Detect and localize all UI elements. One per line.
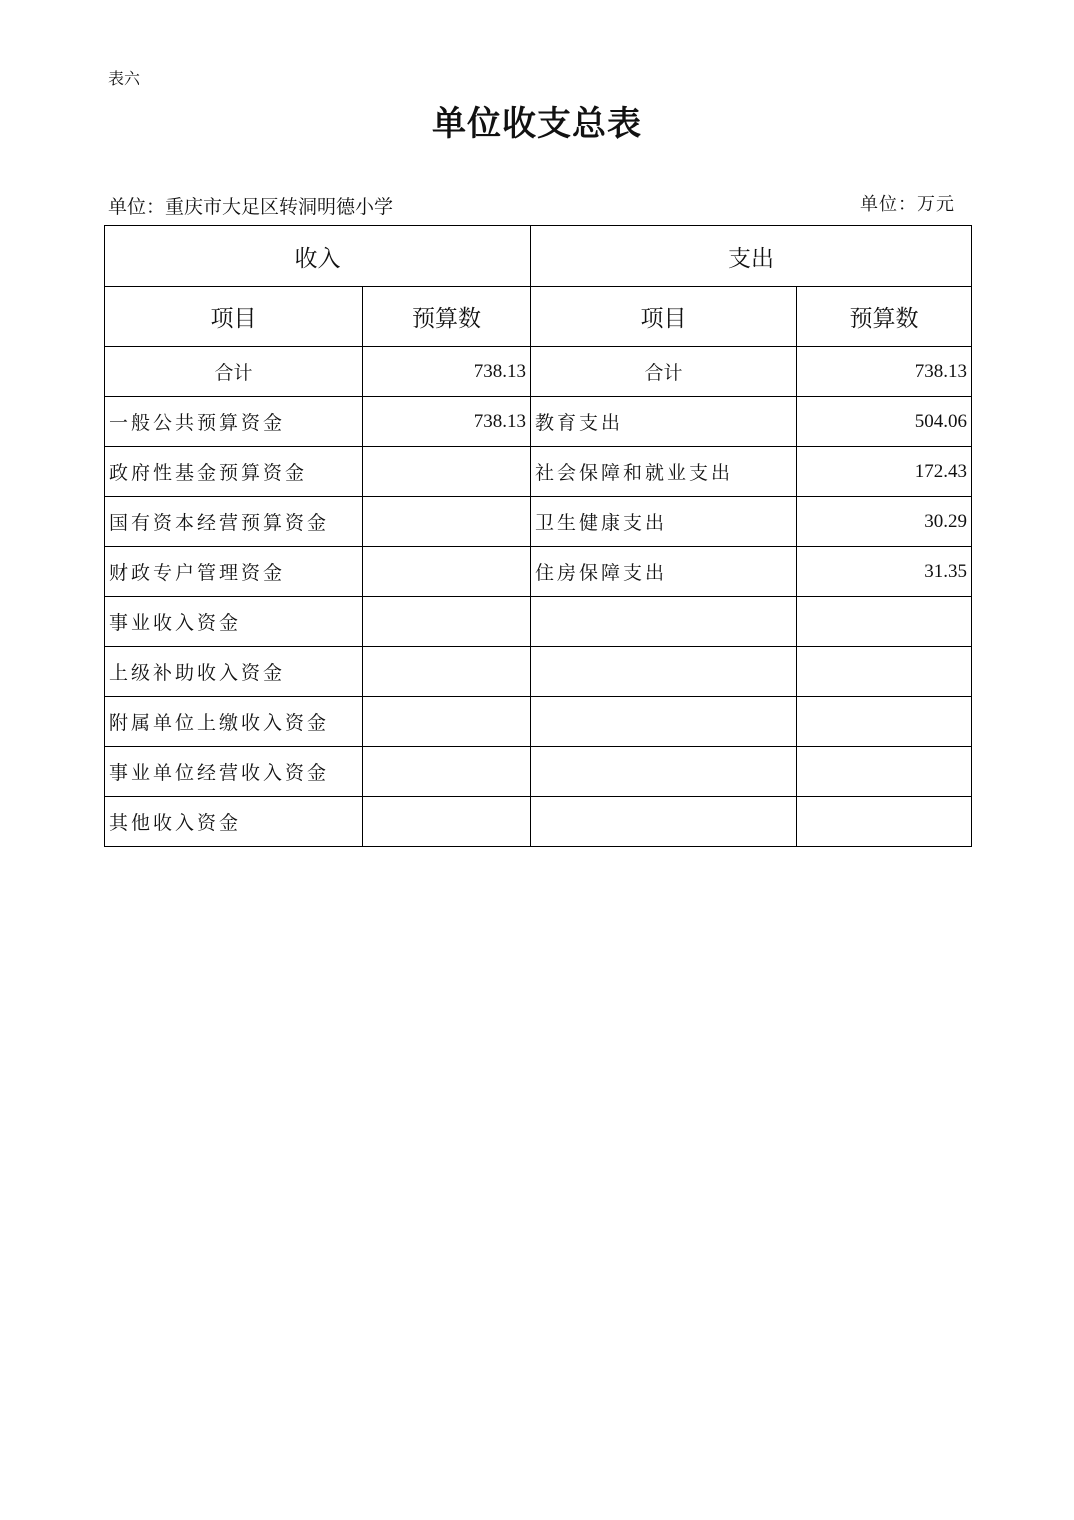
expense-amount: 172.43 xyxy=(797,447,972,497)
income-item: 附属单位上缴收入资金 xyxy=(105,697,363,747)
expense-item xyxy=(531,597,797,647)
income-item: 其他收入资金 xyxy=(105,797,363,847)
expense-item xyxy=(531,647,797,697)
expense-item xyxy=(531,697,797,747)
column-header-row xyxy=(105,287,972,347)
table-row xyxy=(105,747,972,797)
unit-currency: 单位：万元 xyxy=(860,194,955,215)
income-amount xyxy=(363,447,531,497)
expense-item-header: 项目 xyxy=(531,287,797,347)
expense-amount: 30.29 xyxy=(797,497,972,547)
income-amount xyxy=(363,597,531,647)
expense-amount xyxy=(797,697,972,747)
income-amount-header: 预算数 xyxy=(363,287,531,347)
expense-item xyxy=(531,747,797,797)
expense-amount-header: 预算数 xyxy=(797,287,972,347)
income-item: 上级补助收入资金 xyxy=(105,647,363,697)
income-item: 财政专户管理资金 xyxy=(105,547,363,597)
page-title: 单位收支总表 xyxy=(432,104,642,144)
total-row xyxy=(105,347,972,397)
income-amount xyxy=(363,497,531,547)
expense-amount xyxy=(797,797,972,847)
table-row xyxy=(105,647,972,697)
table-row xyxy=(105,497,972,547)
unit-organization: 单位：重庆市大足区转洞明德小学 xyxy=(108,196,394,218)
income-section-header: 收入 xyxy=(105,226,531,287)
income-expense-table xyxy=(104,225,972,847)
income-item-header: 项目 xyxy=(105,287,363,347)
income-amount xyxy=(363,647,531,697)
table-label: 表六 xyxy=(108,69,141,88)
expense-item xyxy=(531,797,797,847)
income-amount xyxy=(363,747,531,797)
table-row xyxy=(105,697,972,747)
income-item: 国有资本经营预算资金 xyxy=(105,497,363,547)
expense-item: 教育支出 xyxy=(531,397,797,447)
section-header-row xyxy=(105,226,972,287)
table-row xyxy=(105,597,972,647)
expense-item: 卫生健康支出 xyxy=(531,497,797,547)
expense-section-header: 支出 xyxy=(531,226,972,287)
expense-amount xyxy=(797,747,972,797)
expense-amount: 504.06 xyxy=(797,397,972,447)
income-amount xyxy=(363,547,531,597)
expense-item: 住房保障支出 xyxy=(531,547,797,597)
table-row xyxy=(105,797,972,847)
table-row xyxy=(105,397,972,447)
expense-item: 社会保障和就业支出 xyxy=(531,447,797,497)
income-amount xyxy=(363,797,531,847)
expense-total-amount: 738.13 xyxy=(797,347,972,397)
table-row xyxy=(105,547,972,597)
income-total-amount: 738.13 xyxy=(363,347,531,397)
expense-amount xyxy=(797,597,972,647)
income-item: 事业单位经营收入资金 xyxy=(105,747,363,797)
income-amount xyxy=(363,697,531,747)
expense-amount xyxy=(797,647,972,697)
income-item: 一般公共预算资金 xyxy=(105,397,363,447)
expense-total-label: 合计 xyxy=(531,347,797,397)
income-amount: 738.13 xyxy=(363,397,531,447)
expense-amount: 31.35 xyxy=(797,547,972,597)
income-item: 事业收入资金 xyxy=(105,597,363,647)
income-total-label: 合计 xyxy=(105,347,363,397)
table-row xyxy=(105,447,972,497)
income-item: 政府性基金预算资金 xyxy=(105,447,363,497)
